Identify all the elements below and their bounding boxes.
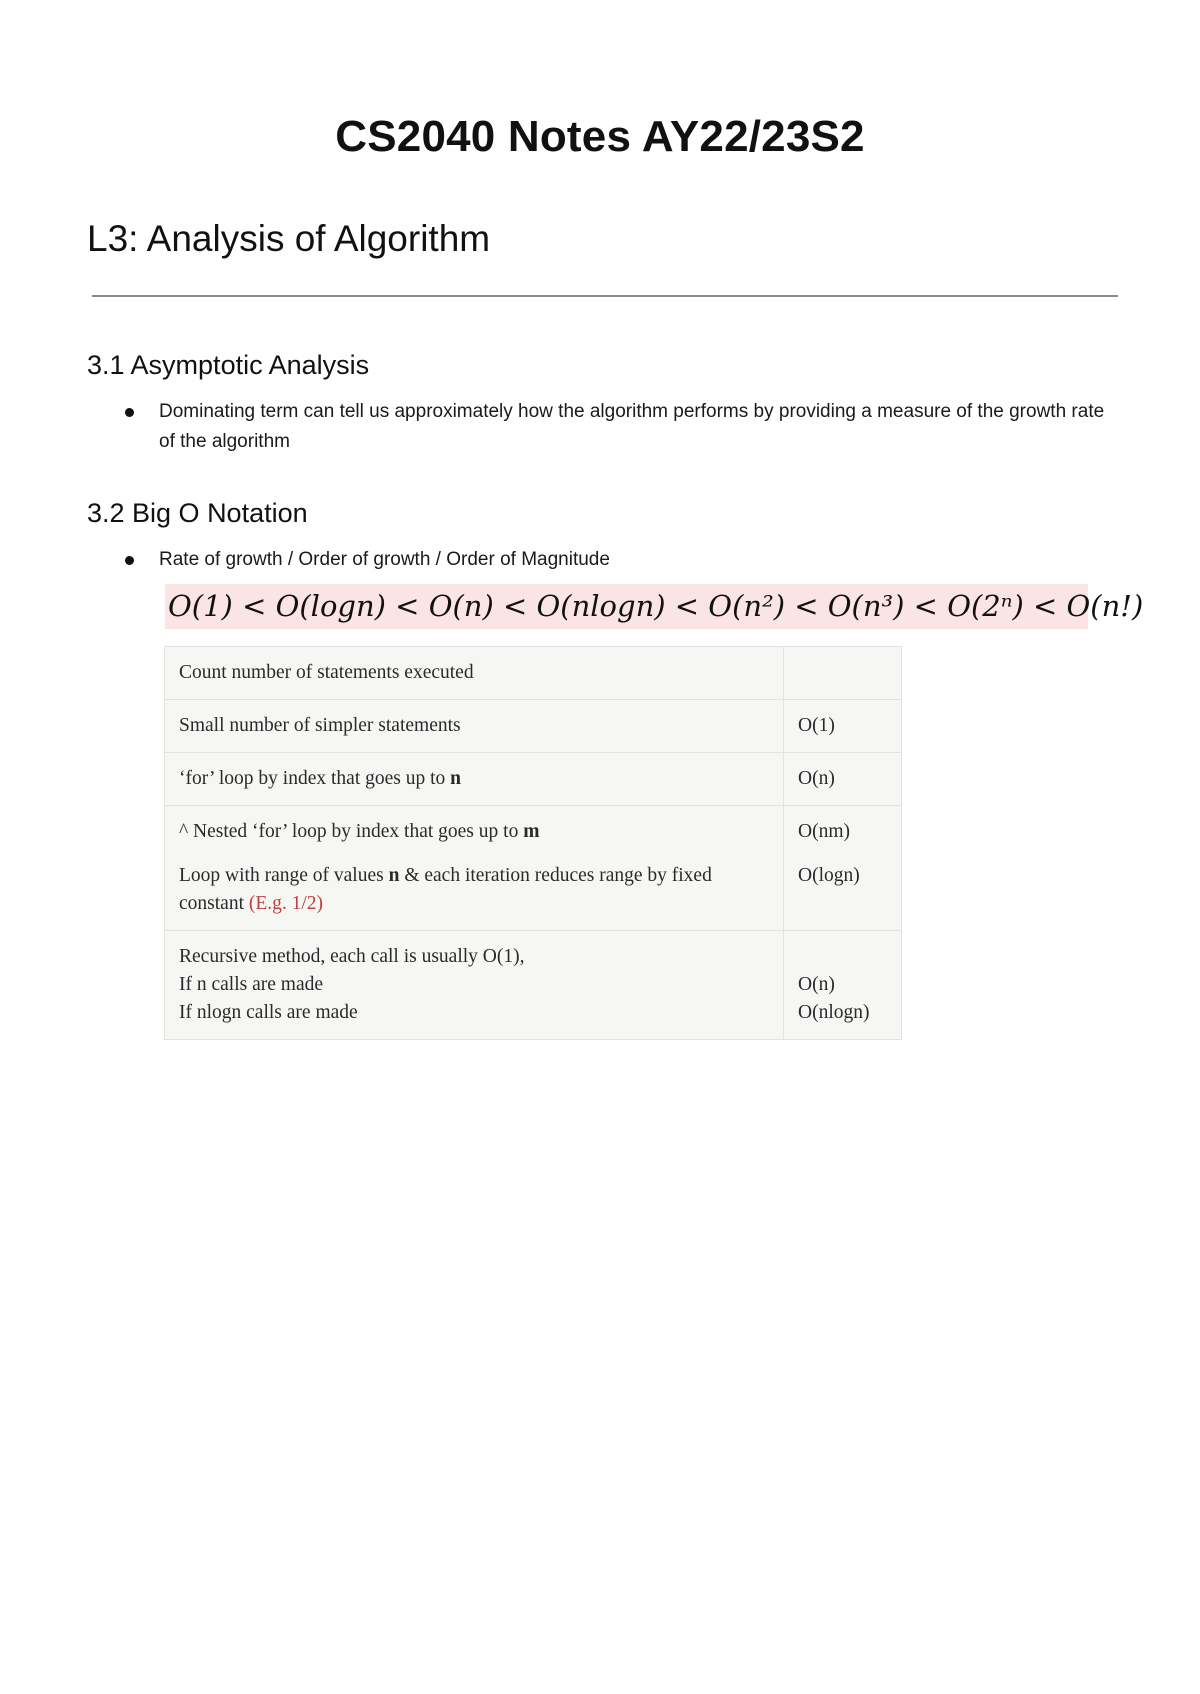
bullet-dominating-term: Dominating term can tell us approximately how the algorithm performs by providing a measure of the growth rate of the algorithm — [159, 401, 1105, 452]
description-text: Loop with range of values — [179, 865, 389, 886]
table-cell-complexity: O(n) — [784, 753, 902, 806]
description-text: & each iteration reduces range by fixed constant — [179, 865, 712, 914]
table-cell-complexity: O(logn) — [784, 858, 902, 931]
table-row — [165, 647, 902, 700]
big-o-ordering-formula: O(1) < O(logn) < O(n) < O(nlogn) < O(n²) < O(n³) < O(2ⁿ) < O(n!) — [165, 584, 1088, 629]
complexity-table — [164, 646, 902, 1040]
variable-m: m — [523, 821, 540, 842]
complexity-line — [798, 943, 887, 971]
table-cell-complexity: O(1) — [784, 700, 902, 753]
description-text: ^ Nested ‘for’ loop by index that goes up to — [179, 821, 524, 842]
table-cell-complexity — [784, 647, 902, 700]
lecture-title: L3: Analysis of Algorithm — [87, 218, 491, 259]
table-cell-description: Small number of simpler statements — [165, 700, 784, 753]
table-cell-description — [165, 931, 784, 1040]
example-note: (E.g. 1/2) — [248, 893, 324, 914]
description-line: If n calls are made — [179, 974, 324, 995]
section-heading-big-o-notation: 3.2 Big O Notation — [87, 498, 308, 528]
description-text: ‘for’ loop by index that goes up to — [179, 768, 451, 789]
complexity-line: O(n) — [798, 974, 835, 995]
table-cell-description: Count number of statements executed — [165, 647, 784, 700]
complexity-line: O(nlogn) — [798, 1002, 870, 1023]
table-cell-description — [165, 753, 784, 806]
table-row — [165, 700, 902, 753]
table-row — [165, 858, 902, 931]
table-cell-complexity: O(nm) — [784, 806, 902, 859]
document-title: CS2040 Notes AY22/23S2 — [335, 112, 865, 161]
bullet-rate-of-growth: Rate of growth / Order of growth / Order of Magnitude — [159, 549, 610, 570]
table-cell-description — [165, 858, 784, 931]
description-line: If nlogn calls are made — [179, 1002, 358, 1023]
table-row — [165, 753, 902, 806]
description-line: Recursive method, each call is usually O(1), — [179, 946, 525, 967]
variable-n: n — [388, 865, 400, 886]
table-cell-description — [165, 806, 784, 859]
bullet-dot — [125, 556, 134, 565]
variable-n: n — [450, 768, 462, 789]
bullet-dot — [125, 408, 134, 417]
table-row — [165, 931, 902, 1040]
title-divider — [92, 295, 1118, 297]
table-cell-complexity — [784, 931, 902, 1040]
table-row — [165, 806, 902, 859]
section-heading-asymptotic-analysis: 3.1 Asymptotic Analysis — [87, 350, 370, 380]
